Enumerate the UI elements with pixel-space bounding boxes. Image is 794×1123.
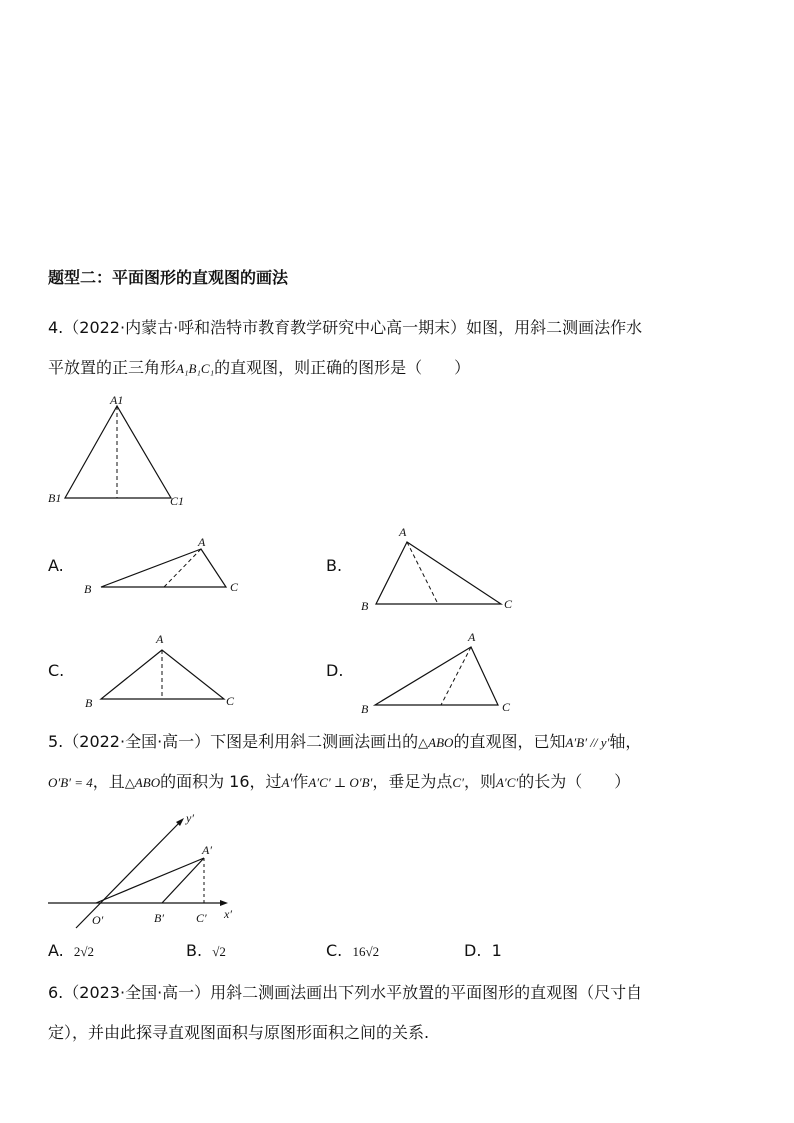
q5-option-b[interactable] [186, 940, 226, 963]
q5-text-b: 的面积为 16，过 [160, 772, 282, 791]
section-title: 题型二：平面图形的直观图的画法 [48, 268, 289, 287]
q6-number: 6. [48, 983, 64, 1002]
segment-ba [162, 858, 204, 903]
q4-option-b-letter[interactable]: B. [326, 556, 343, 575]
q5-parallel-condition: A′B′ // y′ [565, 735, 610, 750]
q5-triangle-abo-2: △ABO [124, 775, 161, 790]
q5-option-a-letter: A. [48, 941, 64, 960]
option-c-label-b: B [85, 696, 93, 710]
label-c-prime: C′ [196, 911, 207, 925]
option-b-triangle [376, 542, 501, 604]
triangle-a1b1c1 [65, 406, 171, 498]
label-a-prime: A′ [202, 843, 212, 857]
label-b-prime: B′ [154, 911, 164, 925]
q5-ob-length: O′B′ = 4 [48, 775, 93, 790]
q5-segment-ac: A′C′ [495, 775, 519, 790]
option-a-label-b: B [84, 582, 92, 596]
q4-triangle-name: A₁B₁C₁ [176, 361, 215, 376]
label-c1: C1 [170, 494, 185, 508]
option-a-label-c: C [230, 580, 239, 594]
q5-number: 5. [48, 732, 64, 751]
q4-stem-line2-post: 的直观图，则正确的图形是（ ） [214, 358, 471, 377]
segment-oa [96, 858, 204, 903]
q5-text-d: ，垂足为点 [372, 772, 453, 791]
x-axis-arrow [220, 900, 228, 906]
q5-triangle-abo: △ABO [418, 735, 454, 750]
q5-option-d-letter: D. [464, 941, 482, 960]
q4-option-c-figure[interactable] [80, 625, 250, 715]
q5-option-a[interactable] [48, 940, 94, 963]
q5-option-c[interactable] [326, 940, 379, 963]
q4-line2 [48, 357, 470, 380]
q4-option-c-letter[interactable]: C. [48, 661, 65, 680]
q4-figure-equilateral [40, 388, 200, 510]
q5-stem-post: 轴， [609, 732, 642, 751]
q5-line1 [48, 731, 641, 754]
q5-point-a: A′ [281, 775, 293, 790]
q4-option-a-figure[interactable] [80, 530, 250, 600]
q5-perpendicular: A′C′ ⊥ O′B′ [308, 775, 373, 790]
q6-stem-line1: （2023·全国·高一）用斜二测画法画出下列水平放置的平面图形的直观图（尺寸自 [63, 983, 643, 1002]
q4-stem-line2-pre: 平放置的正三角形 [48, 358, 177, 377]
q5-stem-mid: 的直观图，已知 [453, 732, 566, 751]
option-d-label-b: B [361, 702, 369, 716]
label-o-prime: O′ [92, 913, 104, 927]
q5-text-a: ，且 [92, 772, 125, 791]
q4-line1 [48, 317, 642, 339]
option-b-dashed [407, 542, 438, 604]
q5-figure-oblique-axes [44, 808, 244, 933]
label-x-prime: x′ [224, 907, 232, 921]
q5-text-e: ，则 [463, 772, 496, 791]
option-d-triangle [375, 647, 498, 705]
label-y-prime: y′ [186, 811, 194, 825]
option-a-triangle [101, 549, 226, 587]
q5-option-b-letter: B. [186, 941, 203, 960]
q5-line2 [48, 771, 630, 794]
option-c-label-c: C [226, 694, 235, 708]
q5-option-a-value: 2√2 [73, 944, 95, 959]
q5-option-c-value: 16√2 [352, 944, 380, 959]
option-b-label-b: B [361, 599, 369, 613]
q5-option-d-value: 1 [491, 941, 502, 960]
option-a-label-a: A [198, 535, 206, 549]
q5-point-c: C′ [452, 775, 464, 790]
q6-line2: 定），并由此探寻直观图面积与原图形面积之间的关系. [48, 1023, 430, 1042]
q4-number: 4. [48, 318, 64, 337]
q5-option-c-letter: C. [326, 941, 343, 960]
q5-stem-pre: （2022·全国·高一）下图是利用斜二测画法画出的 [63, 732, 419, 751]
q5-text-f: 的长为（ ） [518, 772, 631, 791]
q4-stem-line1: （2022·内蒙古·呼和浩特市教育教学研究中心高一期末）如图，用斜二测画法作水 [63, 318, 643, 337]
label-b1: B1 [48, 491, 62, 505]
q4-option-d-letter[interactable]: D. [326, 661, 344, 680]
option-d-label-c: C [502, 700, 511, 714]
option-b-label-c: C [504, 597, 513, 611]
q4-option-a-letter[interactable]: A. [48, 556, 64, 575]
q4-option-b-figure[interactable] [355, 520, 530, 615]
q5-option-d[interactable] [464, 940, 502, 962]
label-a1: A1 [110, 393, 124, 407]
option-c-label-a: A [156, 632, 164, 646]
option-d-label-a: A [468, 630, 476, 644]
option-b-label-a: A [399, 525, 407, 539]
q5-option-b-value: √2 [212, 944, 226, 959]
option-a-dashed [164, 549, 201, 587]
q6-line1 [48, 982, 642, 1004]
q5-text-c: 作 [292, 772, 309, 791]
q4-option-d-figure[interactable] [355, 625, 530, 720]
